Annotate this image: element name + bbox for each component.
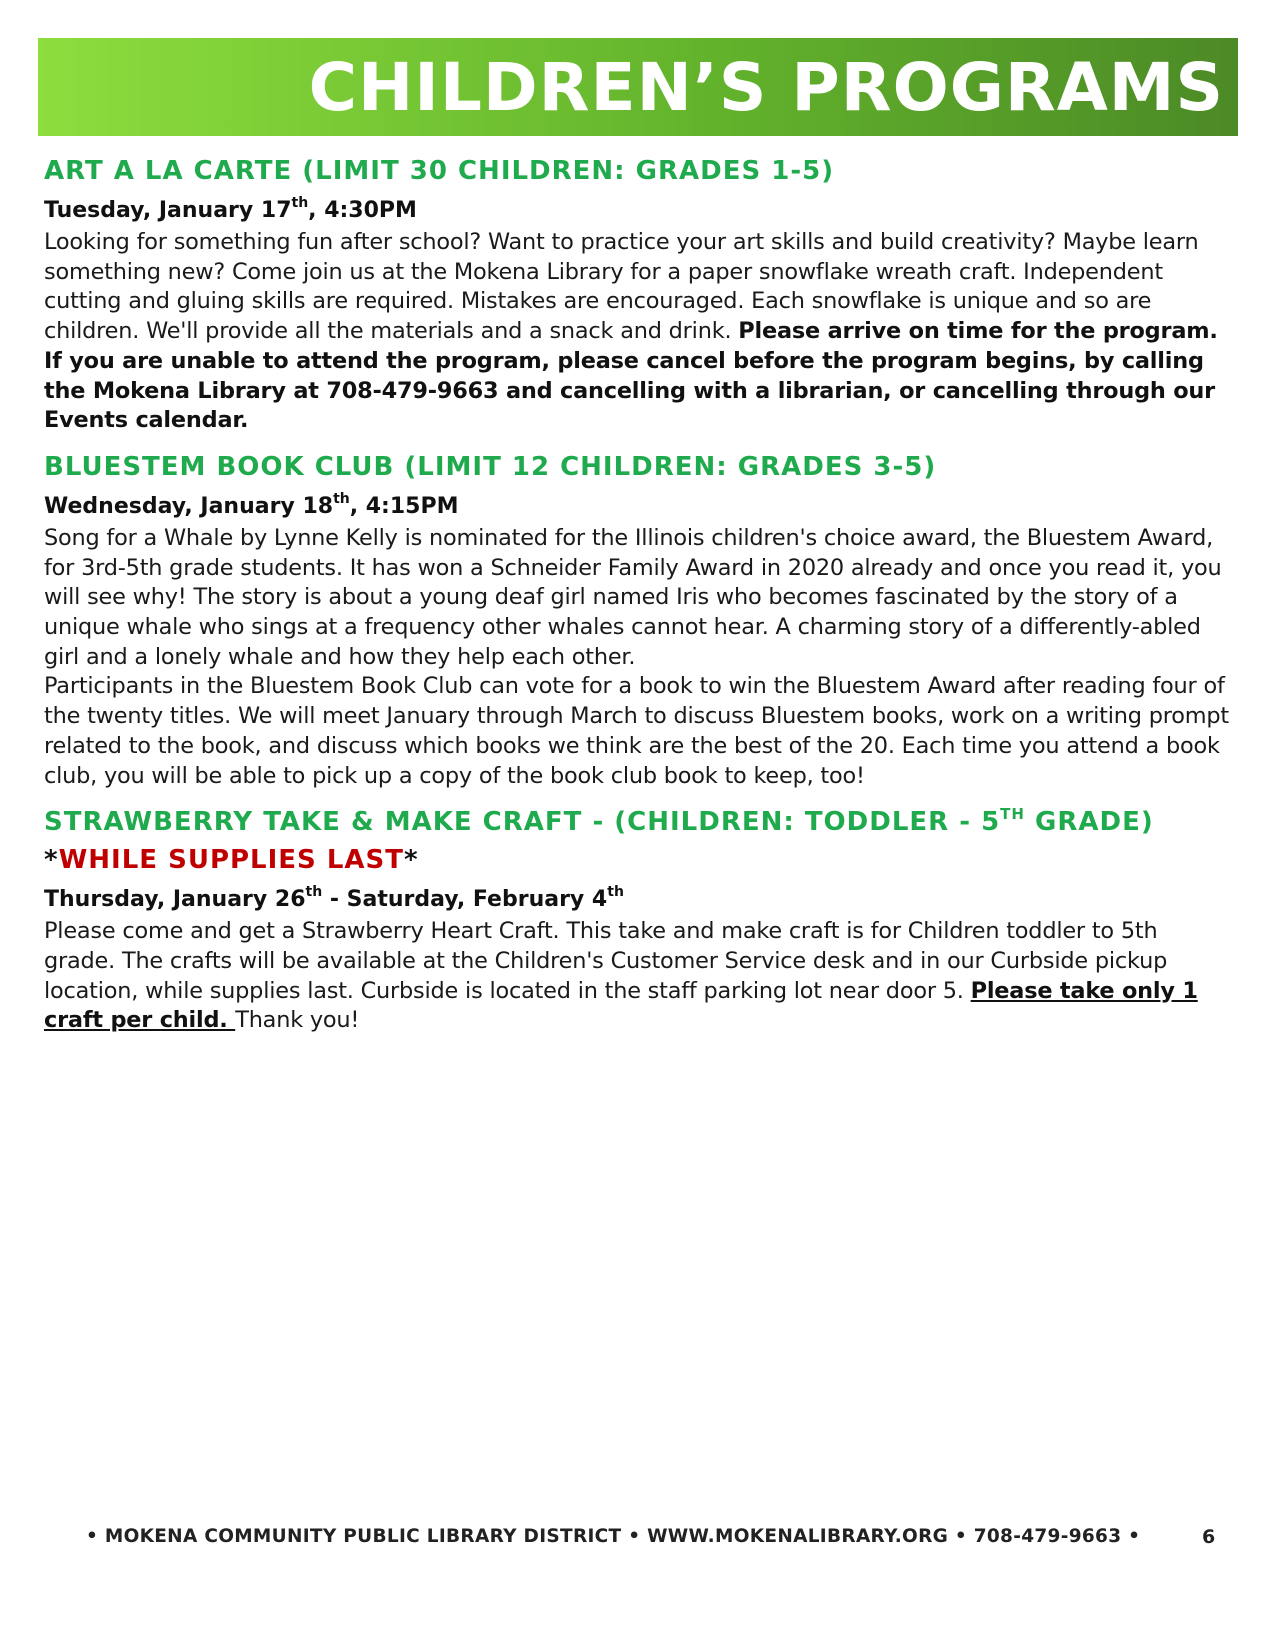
description-text: Please come and get a Strawberry Heart Craft. This take and make craft is for Children toddler to 5th grade. The crafts will be available at the Children's Customer Service desk and in our Curbside pickup location, while supplies last. Curbside is located in the staff parking lot near door 5. xyxy=(44,918,1168,1004)
program-description xyxy=(44,228,1230,436)
date-range-end: - Saturday, February 4 xyxy=(322,887,608,913)
description-end: Thank you! xyxy=(235,1007,360,1034)
heading-text: STRAWBERRY TAKE & MAKE CRAFT - (CHILDREN: TODDLER - 5 xyxy=(44,807,1001,838)
date-text: Thursday, January 26 xyxy=(44,887,306,913)
page-banner xyxy=(38,38,1238,136)
program-art-a-la-carte xyxy=(44,154,1230,436)
program-date xyxy=(44,885,1230,915)
description-text: Looking for something fun after school? Want to practice your art skills and build creativity? Maybe learn something new? Come join us at the Mokena Library for a paper snowflake wreath craft. Independent cutting and gluing skills are required. Mistakes are encouraged. Each snowflake is unique and so are children. We'll provide all the materials and a snack and drink. xyxy=(44,229,1199,345)
page-title: CHILDREN’S PROGRAMS xyxy=(308,49,1224,126)
date-suffix: th xyxy=(305,883,323,900)
description-bold-notice: Please arrive on time for the program. If you are unable to attend the program, please cancel before the program begins, by calling the Mokena Library at 708-479-9663 and cancelling with a librarian, or cancelling through our Events calendar. xyxy=(44,318,1218,434)
page-number: 6 xyxy=(1202,1526,1216,1548)
heading-end: GRADE) xyxy=(1024,807,1154,838)
program-description: Song for a Whale by Lynne Kelly is nominated for the Illinois children's choice award, the Bluestem Award, for 3rd-5th grade students. It has won a Schneider Family Award in 2020 already and once you read it, you will see why! The story is about a young deaf girl named Iris who becomes fascinated by the story of a unique whale who sings at a frequency other whales cannot hear. A charming story of a differently-abled girl and a lonely whale and how they help each other. xyxy=(44,524,1222,670)
asterisk: * xyxy=(403,845,419,876)
date-suffix: th xyxy=(333,490,350,507)
program-heading: ART A LA CARTE (LIMIT 30 CHILDREN: GRADES 1-5) xyxy=(44,156,835,186)
main-content xyxy=(44,154,1230,1036)
asterisk: * xyxy=(44,845,59,876)
program-date xyxy=(44,492,1230,522)
date-time: , 4:30PM xyxy=(308,198,417,223)
program-bluestem-book-club xyxy=(44,450,1230,791)
date-suffix: th xyxy=(291,194,309,211)
program-description xyxy=(44,917,1230,1036)
program-date xyxy=(44,196,1230,226)
date-suffix: th xyxy=(607,883,624,900)
description-underlined-notice: Please take only 1 craft per child. xyxy=(44,977,1198,1034)
supplies-notice xyxy=(44,843,1230,877)
program-strawberry-craft xyxy=(44,805,1230,1036)
date-text: Wednesday, January 18 xyxy=(44,493,334,519)
footer-text: • MOKENA COMMUNITY PUBLIC LIBRARY DISTRICT • WWW.MOKENALIBRARY.ORG • 708-479-9663 • xyxy=(86,1526,1141,1547)
page-footer xyxy=(0,1522,1275,1552)
heading-suffix: TH xyxy=(1000,804,1025,823)
program-description-2: Participants in the Bluestem Book Club can vote for a book to win the Bluestem Award after reading four of the twenty titles. We will meet January through March to discuss Bluestem books, work on a writing prompt related to the book, and discuss which books we think are the best of the 20. Each time you attend a book club, you will be able to pick up a copy of the book club book to keep, too! xyxy=(44,673,1229,789)
program-heading: BLUESTEM BOOK CLUB (LIMIT 12 CHILDREN: GRADES 3-5) xyxy=(44,451,937,482)
supplies-text: WHILE SUPPLIES LAST xyxy=(58,845,404,876)
date-text: Tuesday, January 17 xyxy=(44,198,292,223)
date-time: , 4:15PM xyxy=(349,493,459,519)
program-heading xyxy=(44,805,1230,839)
